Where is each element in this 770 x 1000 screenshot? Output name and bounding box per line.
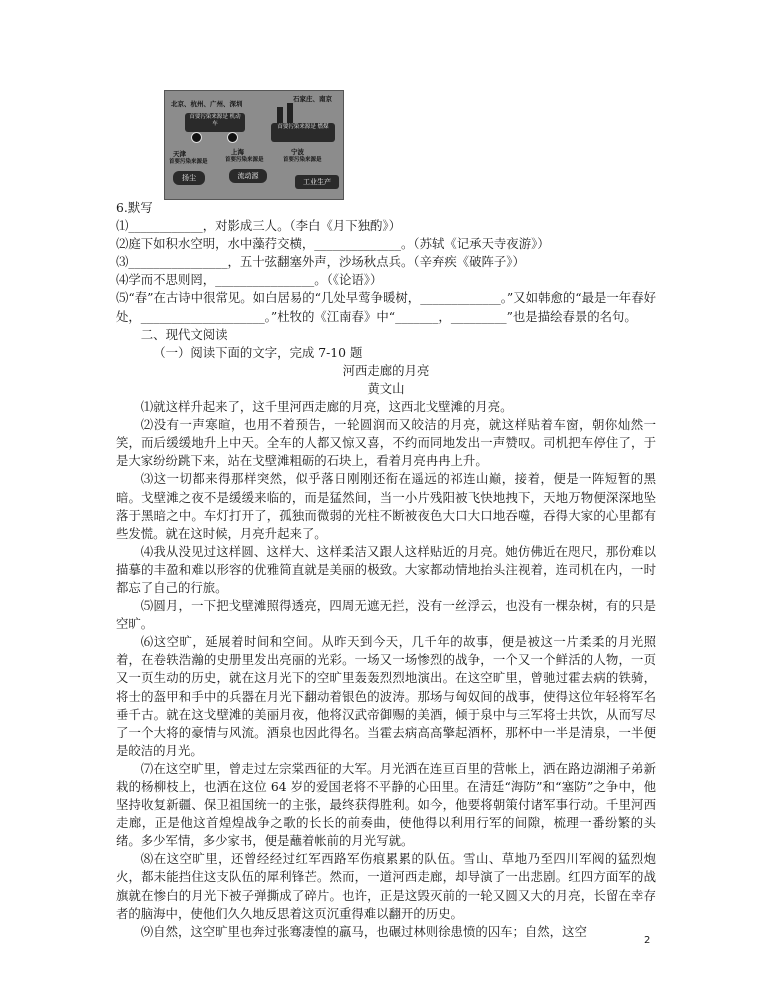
article-author: 黄文山 <box>367 380 405 396</box>
article-paragraph-6: ⑹这空旷，延展着时间和空间。从昨天到今天，几千年的故事，便是被这一片柔柔的月光照着，在卷轶浩瀚的史册里发出亮丽的光彩。一场又一场惨烈的战争，一个又一个鲜活的人物，一页又一页生动的历史，就在这月光下的空旷里轰轰烈烈地演出。在这空旷里，曾驰过霍去病的铁骑，将士的盔甲和手中的兵器在月光下翻动着银色的波涛。那场与匈奴间的战事，使得这位年轻将军名垂千古。就在这戈壁滩的美丽月夜，他将汉武帝御赐的美酒，倾于泉中与三军将士共饮，从而写尽了一个大将的豪情与风流。酒泉也因此得名。当霍去病高高擎起酒杯，那杯中一半是清泉，一半便是皎洁的月光。 <box>116 634 656 758</box>
figure-box-industry: 工业生产 <box>295 175 339 189</box>
car-wheel-icon <box>191 132 202 143</box>
chimney-icon <box>277 107 283 123</box>
figure-box-dust: 扬尘 <box>173 171 205 185</box>
reading-instruction: （一）阅读下面的文字，完成 7-10 题 <box>153 344 363 360</box>
section-heading-dictation: 6.默写 <box>116 200 153 215</box>
article-paragraph-3: ⑶这一切都来得那样突然，似乎落日刚刚还衔在遥远的祁连山巅，接着，便是一阵短暂的黑暗。戈壁滩之夜不是缓缓来临的，而是猛然间，当一小片残阳被飞快地拽下，天地万物便深深地坠落于黑暗之中。车灯打开了，孤独而微弱的光柱不断被夜色大口大口地吞噬，吞得大家的心里都有些发慌。就在这时候，月亮升起来了。 <box>116 471 656 541</box>
figure-caption-left: 首要污染来源是 <box>169 159 208 165</box>
article-paragraph-4: ⑷我从没见过这样圆、这样大、这样柔洁又跟人这样贴近的月亮。她仿佛近在咫尺，那份难以描摹的丰盈和难以形容的优雅简直就是美丽的极致。大家都动情地抬头注视着，连司机在内，一时都忘了自己的行旅。 <box>116 543 656 595</box>
chimney-icon <box>287 103 293 123</box>
figure-label-cities-east: 石家庄、南京 <box>293 95 332 103</box>
dictation-item-5: ⑸“春”在古诗中很常见。如白居易的“几处早莺争暖树，_____________。”又如韩愈的“最是一年春好处，____________________。”杜牧的《江南春》中“_______，_________”也是描绘春景的名句。 <box>116 290 656 324</box>
article-paragraph-5: ⑸圆月，一下把戈壁滩照得透亮，四周无遮无拦，没有一丝浮云，也没有一棵杂树，有的只是空旷。 <box>116 598 656 632</box>
pollution-source-figure <box>164 90 344 200</box>
page-number: 2 <box>644 935 651 946</box>
figure-label-shanghai: 上海 <box>231 148 244 156</box>
figure-label-cities-north: 北京、杭州、广州、深圳 <box>171 100 243 108</box>
car-wheel-icon <box>227 132 238 143</box>
figure-caption-right: 首要污染来源是 <box>283 157 322 163</box>
figure-box-vehicle: 首要污染来源是 机动车 <box>185 113 245 132</box>
figure-box-mobile-sources: 流动源 <box>229 169 267 183</box>
document-body <box>116 199 656 941</box>
section-heading-reading: 二、现代文阅读 <box>140 326 228 342</box>
article-paragraph-1: ⑴就这样升起来了，这千里河西走廊的月亮，这西北戈壁滩的月亮。 <box>140 399 513 415</box>
article-paragraph-9: ⑼自然，这空旷里也奔过张骞凄惶的羸马，也碾过林则徐患愤的囚车；自然，这空 <box>140 923 587 939</box>
dictation-item-2: ⑵庭下如积水空明，水中藻荇交横，______________。（苏轼《记承天寺夜游》） <box>116 236 550 252</box>
figure-label-tianjin: 天津 <box>173 150 186 158</box>
figure-caption-center: 首要污染来源是 <box>225 157 264 163</box>
figure-box-coal: 首要污染来源是 燃煤 <box>271 123 335 142</box>
article-paragraph-2: ⑵没有一声寒暄，也用不着预告，一轮圆润而又皎洁的月亮，就这样贴着车窗，朝你灿然一笑，而后缓缓地升上中天。全车的人都又惊又喜，不约而同地发出一声赞叹。司机把车停住了，于是大家纷纷跳下来，站在戈壁滩粗砺的石块上，看着月亮冉冉上升。 <box>116 417 656 469</box>
article-paragraph-7: ⑺在这空旷里，曾走过左宗棠西征的大军。月光洒在连亘百里的营帐上，洒在路边湖湘子弟新栽的杨柳枝上，也洒在这位 64 岁的爱国老将不平静的心田里。在清廷“海防”和“塞防”之争中，他坚持收复新疆、保卫祖国统一的主张，最终获得胜利。如今，他要将朝策付诸军事行动。千里河西走廊，正是他这首煌煌战争之歌的长长的前奏曲，使他得以利用行军的间隙，梳理一番纷繁的头绪。多少军情，多少家书，便是蘸着帐前的月光写就。 <box>116 760 656 849</box>
figure-label-ningbo: 宁波 <box>291 148 304 156</box>
article-title: 河西走廊的月亮 <box>342 362 430 378</box>
dictation-item-1: ⑴____________，对影成三人。（李白《月下独酌》） <box>116 218 401 234</box>
dictation-item-4: ⑷学而不思则罔，________________。（《论语》） <box>116 272 383 288</box>
article-paragraph-8: ⑻在这空旷里，还曾经经过红军西路军伤痕累累的队伍。雪山、草地乃至四川军阀的猛烈炮火，都未能挡住这支队伍的犀利锋芒。然而，一道河西走廊，却导演了一出悲剧。红四方面军的战旗就在惨白的月光下被子弹撕成了碎片。也许，正是这毁灭前的一轮又圆又大的月亮，长留在幸存者的脑海中，使他们久久地反思着这页沉重得难以翻开的历史。 <box>116 851 656 921</box>
dictation-item-3: ⑶________________，五十弦翻塞外声，沙场秋点兵。（辛弃疾《破阵子》） <box>116 254 525 270</box>
